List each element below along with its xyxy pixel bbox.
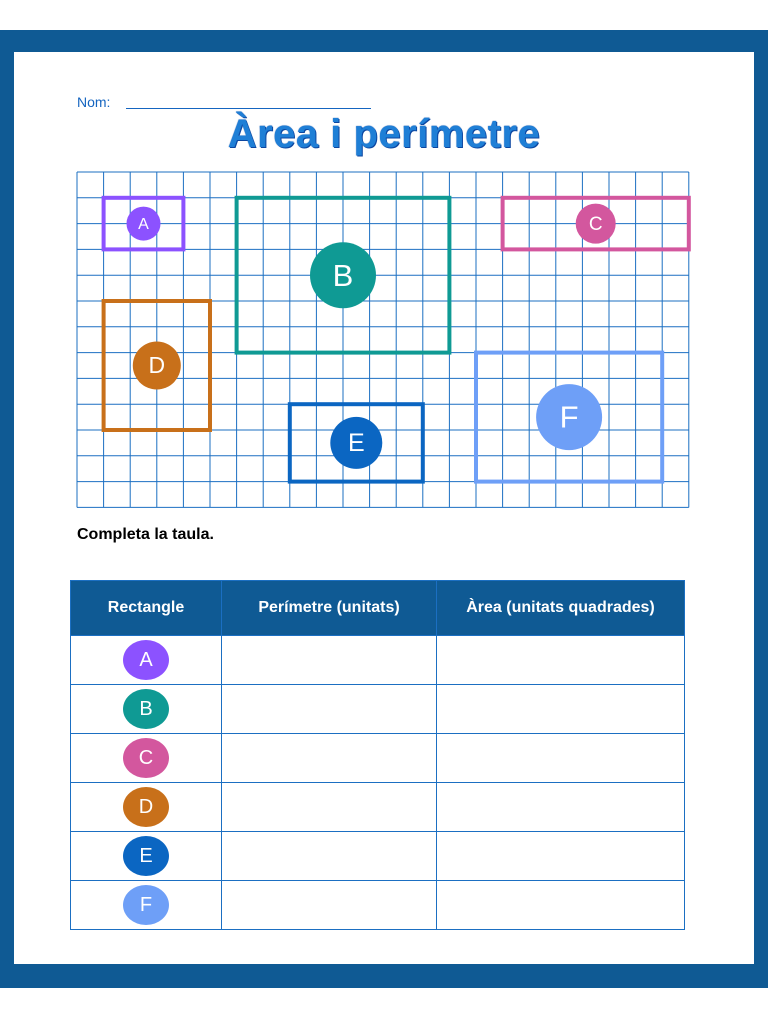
area-f-cell[interactable] <box>437 881 685 930</box>
header-rectangle: Rectangle <box>71 581 222 636</box>
rect-c-label: C <box>588 214 603 235</box>
name-label: Nom: <box>77 94 111 110</box>
perimeter-f-cell[interactable] <box>222 881 437 930</box>
area-d-cell[interactable] <box>437 783 685 832</box>
table-row <box>71 881 685 930</box>
answer-table <box>70 580 685 930</box>
rect-d-label: D <box>148 352 166 379</box>
rect-f-badge: F <box>123 885 169 925</box>
table-row <box>71 832 685 881</box>
rect-a-label: A <box>138 216 149 234</box>
rect-e-label: E <box>347 429 365 458</box>
rect-b-label: B <box>332 257 354 293</box>
area-e-cell[interactable] <box>437 832 685 881</box>
instruction-text: Completa la taula. <box>77 526 214 543</box>
table-row <box>71 685 685 734</box>
table-row <box>71 734 685 783</box>
header-area: Àrea (unitats quadrades) <box>437 581 685 636</box>
rect-c-badge: C <box>123 738 169 778</box>
header-perimeter: Perímetre (unitats) <box>222 581 437 636</box>
rect-b-badge: B <box>123 689 169 729</box>
perimeter-c-cell[interactable] <box>222 734 437 783</box>
table-header-row <box>71 581 685 636</box>
page-title: Àrea i perímetre <box>227 112 541 156</box>
perimeter-e-cell[interactable] <box>222 832 437 881</box>
area-b-cell[interactable] <box>437 685 685 734</box>
area-a-cell[interactable] <box>437 636 685 685</box>
perimeter-b-cell[interactable] <box>222 685 437 734</box>
rect-a-badge: A <box>123 640 169 680</box>
area-c-cell[interactable] <box>437 734 685 783</box>
table-row <box>71 783 685 832</box>
perimeter-a-cell[interactable] <box>222 636 437 685</box>
rect-e-badge: E <box>123 836 169 876</box>
rect-d-badge: D <box>123 787 169 827</box>
table-row <box>71 636 685 685</box>
rect-f-label: F <box>559 399 579 435</box>
perimeter-d-cell[interactable] <box>222 783 437 832</box>
